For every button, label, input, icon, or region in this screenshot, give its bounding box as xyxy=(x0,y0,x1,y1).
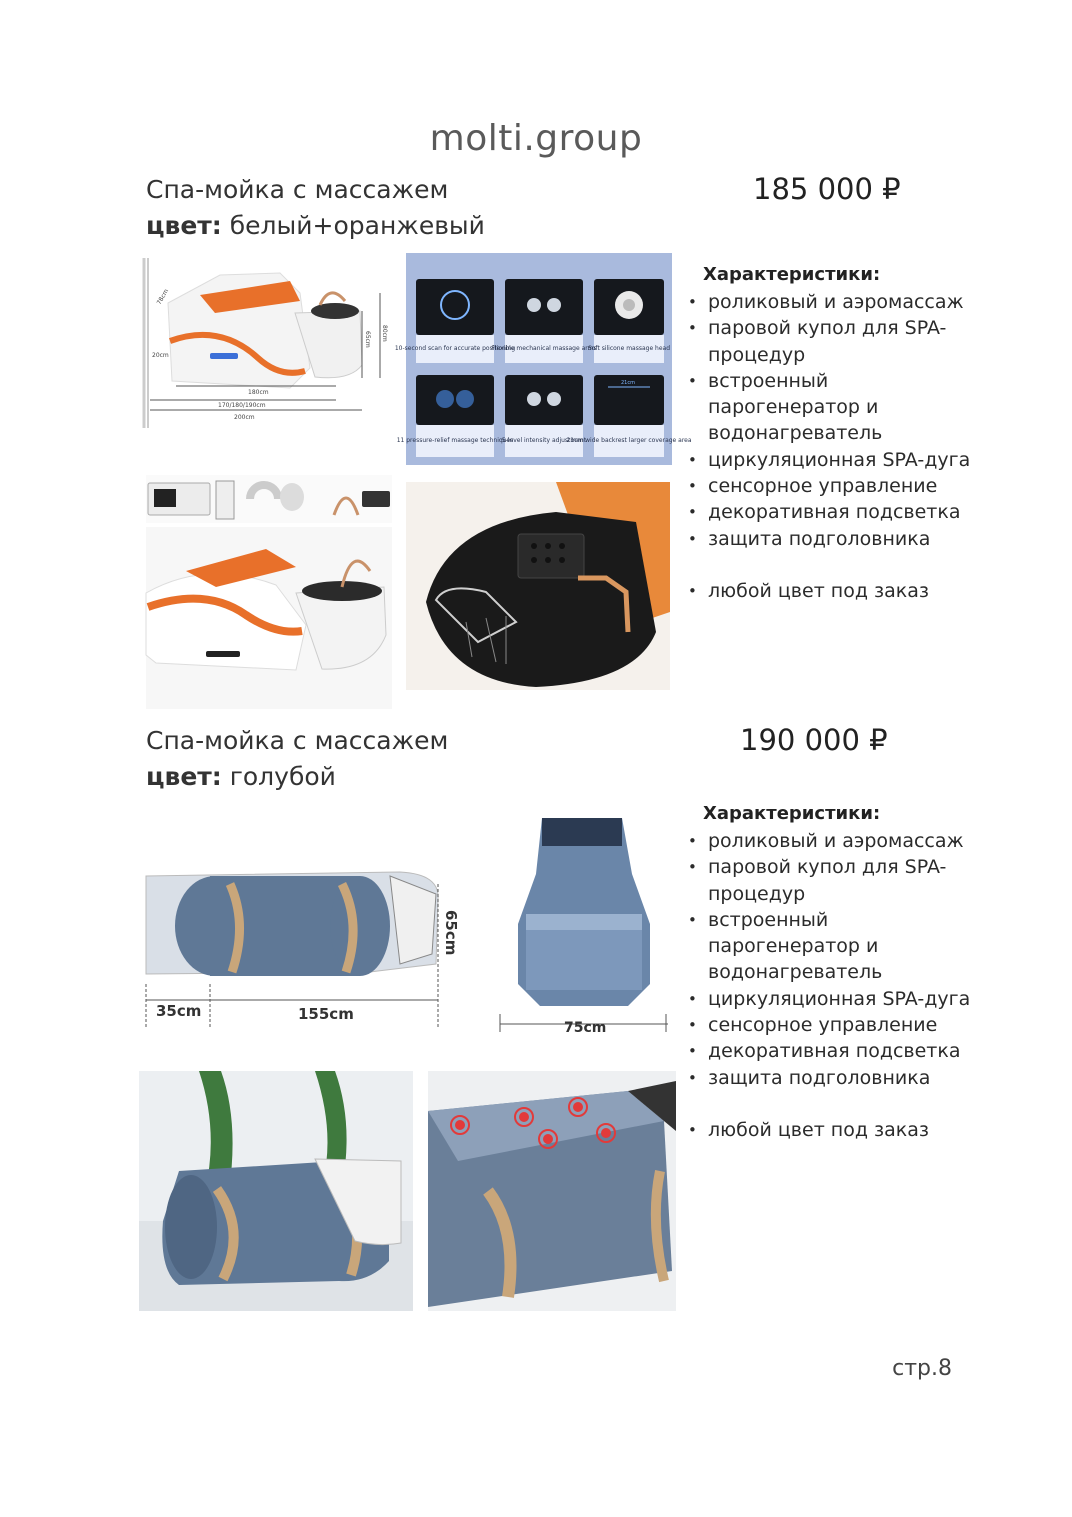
spec-item: • роликовый и аэромассаж xyxy=(686,289,986,315)
product-photo-heating xyxy=(428,1071,676,1311)
feature-caption: 5-level intensity adjustment xyxy=(501,437,587,444)
dim-label: 75cm xyxy=(564,1020,607,1036)
feature-caption: 10-second scan for accurate positioning xyxy=(394,345,516,352)
brand-logo: molti.group xyxy=(429,118,643,159)
product-front-image xyxy=(500,814,668,1038)
product-specs xyxy=(686,264,986,604)
dim-label: 35cm xyxy=(156,1002,202,1020)
feature-dimension: 21cm xyxy=(621,380,635,386)
product-specs xyxy=(686,803,986,1143)
spec-item: • сенсорное управление xyxy=(686,1012,986,1038)
product-dimensions-image xyxy=(140,864,468,1030)
spec-item: • паровой купол для SPA-процедур xyxy=(686,315,986,368)
feature-caption: 21cm wide backrest larger coverage area xyxy=(566,437,692,444)
product-color xyxy=(146,211,485,240)
feature-caption: 11 pressure-relief massage techniques xyxy=(396,437,514,444)
spec-item: • встроенный парогенератор и водонагреватель xyxy=(686,368,986,447)
specs-heading: Характеристики: xyxy=(703,803,881,824)
page-number: стр.8 xyxy=(892,1356,952,1381)
product-photo-accessories xyxy=(146,475,392,709)
color-value: белый+оранжевый xyxy=(229,211,485,240)
spec-item: • защита подголовника xyxy=(686,1065,986,1091)
product-price: 190 000 ₽ xyxy=(740,723,888,757)
spec-item: • встроенный парогенератор и водонагреватель xyxy=(686,907,986,986)
product-photo-room xyxy=(139,1071,413,1311)
spec-item: • циркуляционная SPA-дуга xyxy=(686,447,986,473)
dim-label: 180cm xyxy=(248,389,269,396)
dim-label: 78cm xyxy=(155,287,171,306)
dim-label: 155cm xyxy=(298,1005,354,1023)
specs-heading: Характеристики: xyxy=(703,264,881,285)
spec-item: • декоративная подсветка xyxy=(686,1038,986,1064)
dim-label: 65cm xyxy=(364,331,371,348)
spec-item: • защита подголовника xyxy=(686,526,986,552)
spec-item: • любой цвет под заказ xyxy=(686,1117,986,1143)
product-dimensions-image xyxy=(140,253,392,465)
spec-item: • циркуляционная SPA-дуга xyxy=(686,986,986,1012)
dim-label: 65cm xyxy=(442,910,460,956)
color-label: цвет: xyxy=(146,211,222,240)
product-features-image xyxy=(394,253,692,465)
dim-label: 20cm xyxy=(152,352,169,359)
color-label: цвет: xyxy=(146,762,222,791)
spec-item: • любой цвет под заказ xyxy=(686,578,986,604)
spec-item: • паровой купол для SPA-процедур xyxy=(686,854,986,907)
product-color xyxy=(146,762,336,791)
spec-item: • роликовый и аэромассаж xyxy=(686,828,986,854)
color-value: голубой xyxy=(229,762,336,791)
spec-item: • сенсорное управление xyxy=(686,473,986,499)
spec-item: • декоративная подсветка xyxy=(686,499,986,525)
product-photo-interior xyxy=(406,482,670,690)
feature-caption: Soft silicone massage head xyxy=(587,345,671,352)
product-price: 185 000 ₽ xyxy=(753,172,901,206)
product-title: Спа-мойка с массажем xyxy=(146,726,449,755)
dim-label: 170/180/190cm xyxy=(218,402,266,409)
dim-label: 80cm xyxy=(381,325,388,342)
dim-label: 200cm xyxy=(234,414,255,421)
product-title: Спа-мойка с массажем xyxy=(146,175,449,204)
feature-caption: Flexible mechanical massage arms xyxy=(491,345,597,352)
